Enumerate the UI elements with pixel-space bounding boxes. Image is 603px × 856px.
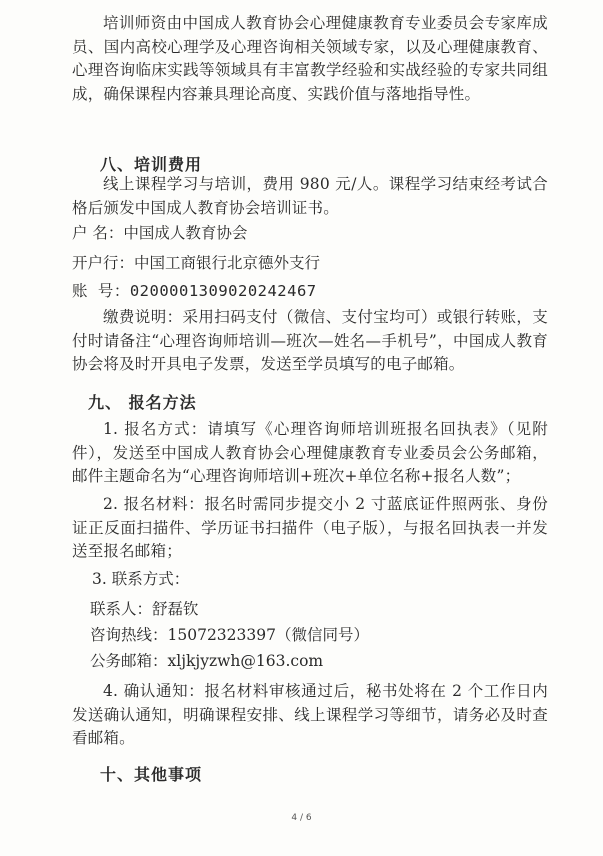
fee-paragraph: 线上课程学习与培训，费用 980 元/人。课程学习结束经考试合格后颁发中国成人教育协会培训证书。 [72, 175, 548, 217]
section-8-heading: 八、培训费用 [100, 155, 203, 174]
payment-paragraph: 缴费说明：采用扫码支付（微信、支付宝均可）或银行转账，支付时请备注“心理咨询师培训—班次—姓名—手机号”，中国成人教育协会将及时开具电子发票，发送至学员填写的电子邮箱。 [72, 308, 548, 373]
bank-line: 开户行：中国工商银行北京德外支行 [72, 254, 321, 272]
contact-phone: 咨询热线：15072323397（微信同号） [90, 626, 369, 644]
section-9-heading: 九、 报名方法 [88, 393, 197, 412]
page-number: 4 / 6 [291, 813, 312, 823]
method-paragraph: 1. 报名方式：请填写《心理咨询师培训班报名回执表》（见附件），发送至中国成人教育协会心理健康教育专业委员会公务邮箱，邮件主题命名为“心理咨询师培训+班次+单位名称+报名人数”； [72, 420, 548, 485]
contact-email: 公务邮箱：xljkjyzwh@163.com [90, 652, 324, 670]
contact-person: 联系人：舒磊钦 [90, 600, 199, 618]
materials-paragraph: 2. 报名材料：报名时需同步提交小 2 寸蓝底证件照两张、身份证正反面扫描件、学历证书扫描件（电子版），与报名回执表一并发送至报名邮箱； [72, 495, 548, 560]
account-name-line: 户 名：中国成人教育协会 [72, 224, 248, 242]
account-number-line: 账 号：0200001309020242467 [72, 282, 317, 300]
confirm-paragraph: 4. 确认通知：报名材料审核通过后，秘书处将在 2 个工作日内发送确认通知，明确课程安排、线上课程学习等细节，请务必及时查看邮箱。 [72, 682, 548, 747]
section-10-heading: 十、其他事项 [100, 765, 203, 784]
trainers-paragraph: 培训师资由中国成人教育协会心理健康教育专业委员会专家库成员、国内高校心理学及心理咨询相关领域专家，以及心理健康教育、心理咨询临床实践等领域具有丰富教学经验和实战经验的专家共同组成，确保课程内容兼具理论高度、实践价值与落地指导性。 [72, 14, 548, 103]
contact-title: 3. 联系方式： [92, 570, 190, 588]
